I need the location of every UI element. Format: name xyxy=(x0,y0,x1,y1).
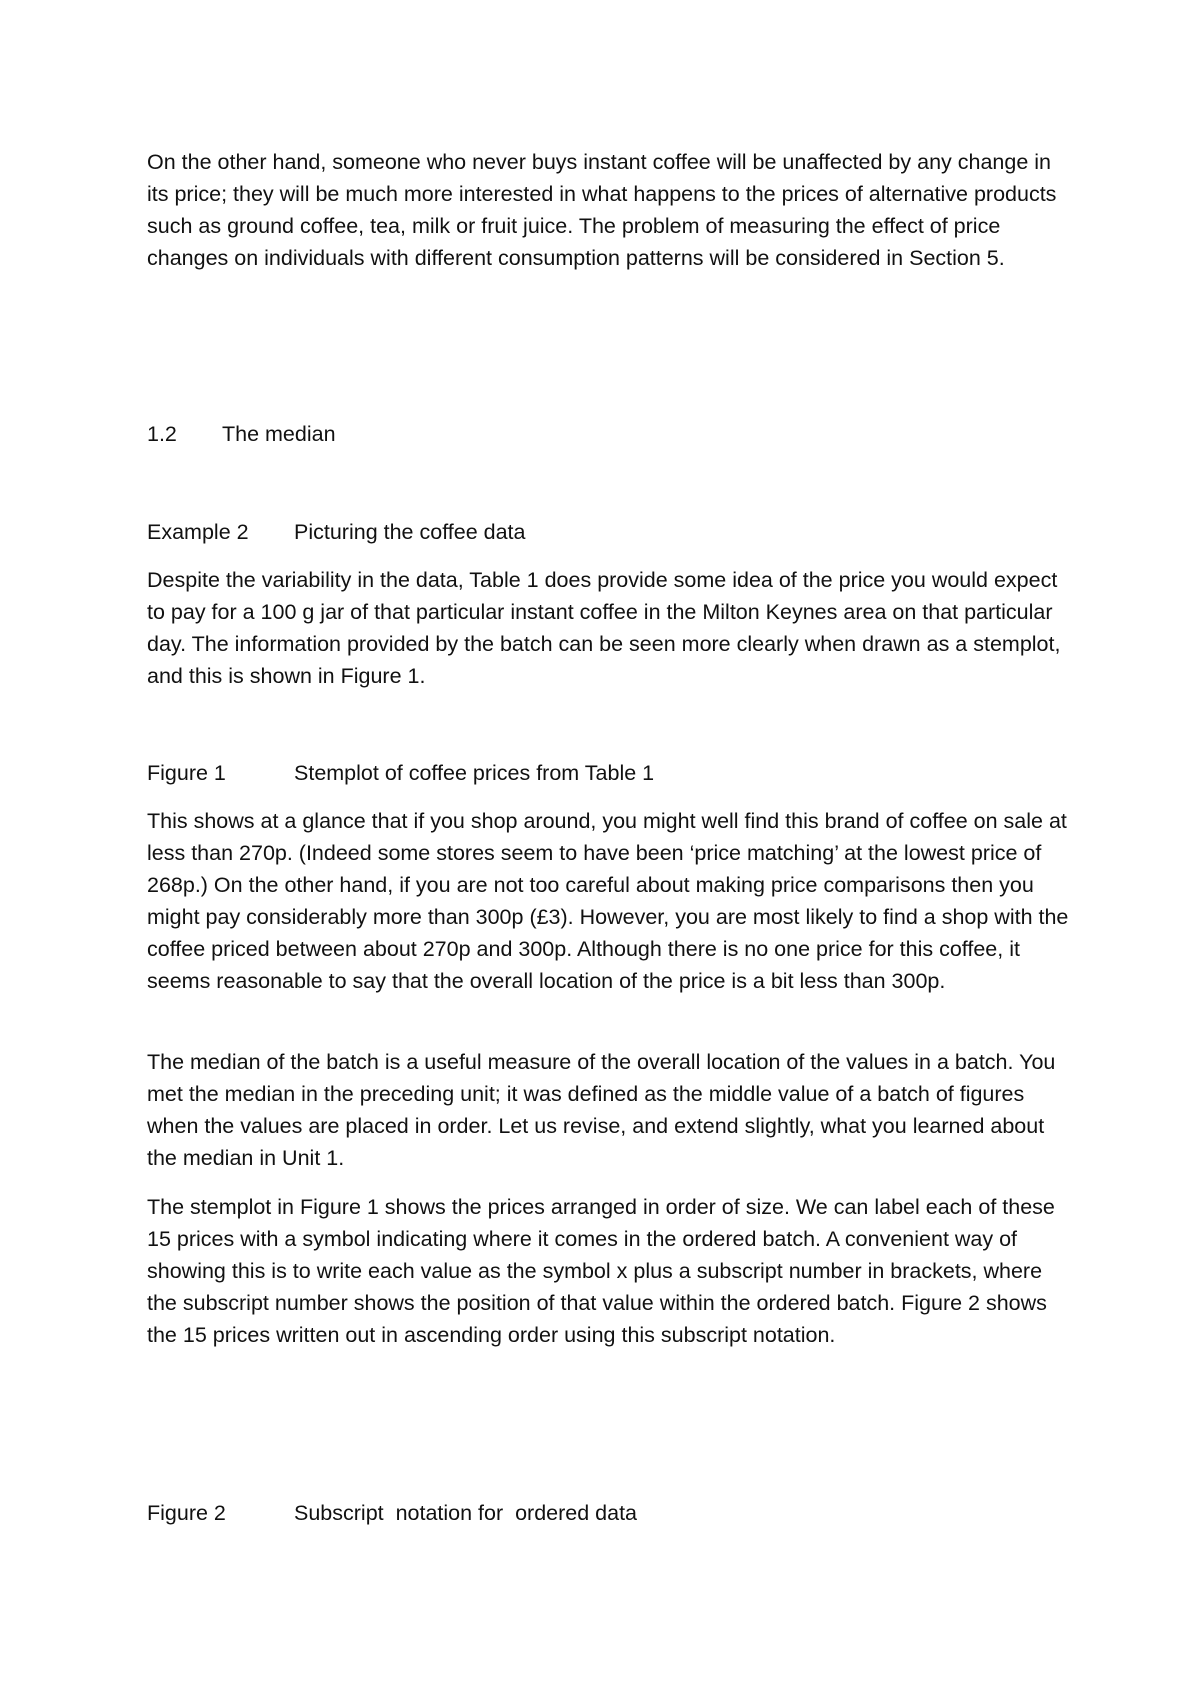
example-label: Example 2 xyxy=(147,520,249,544)
paragraph-median: The median of the batch is a useful measure of the overall location of the values in a batch. You met the median in the preceding unit; it was defined as the middle value of a batch of figures when the values are placed in order. Let us revise, and extend slightly, what you learned about the median in Unit 1. xyxy=(147,1050,1056,1170)
paragraph-example: Despite the variability in the data, Table 1 does provide some idea of the price you would expect to pay for a 100 g jar of that particular instant coffee in the Milton Keynes area on that particular day. The information provided by the batch can be seen more clearly when drawn as a stemplot, and this is shown in Figure 1. xyxy=(147,568,1061,688)
figure1-title: Stemplot of coffee prices from Table 1 xyxy=(294,761,655,785)
example-title: Picturing the coffee data xyxy=(294,520,526,544)
paragraph-glance: This shows at a glance that if you shop around, you might well find this brand of coffee on sale at less than 270p. (Indeed some stores seem to have been ‘price matching’ at the lowest price of 268p.) On the other hand, if you are not too careful about making price comparisons then you might pay considerably more than 300p (£3). However, you are most likely to find a shop with the coffee priced between about 270p and 300p. Although there is no one price for this coffee, it seems reasonable to say that the overall location of the price is a bit less than 300p. xyxy=(147,809,1069,993)
paragraph-intro: On the other hand, someone who never buys instant coffee will be unaffected by any change in its price; they will be much more interested in what happens to the prices of alternative products such as ground coffee, tea, milk or fruit juice. The problem of measuring the effect of price changes on individuals with different consumption patterns will be considered in Section 5. xyxy=(147,150,1057,270)
section-title: The median xyxy=(222,422,336,446)
figure2-title: Subscript notation for ordered data xyxy=(294,1501,638,1525)
example-heading xyxy=(147,516,525,548)
figure2-label: Figure 2 xyxy=(147,1501,226,1525)
paragraph-stemplot: The stemplot in Figure 1 shows the prices arranged in order of size. We can label each of these 15 prices with a symbol indicating where it comes in the ordered batch. A convenient way of showing this is to write each value as the symbol x plus a subscript number in brackets, where the subscript number shows the position of that value within the ordered batch. Figure 2 shows the 15 prices written out in ascending order using this subscript notation. xyxy=(147,1195,1055,1347)
figure2-caption xyxy=(147,1497,637,1529)
figure1-caption xyxy=(147,757,654,789)
section-heading xyxy=(147,418,336,450)
section-number: 1.2 xyxy=(147,422,177,446)
figure1-label: Figure 1 xyxy=(147,761,226,785)
